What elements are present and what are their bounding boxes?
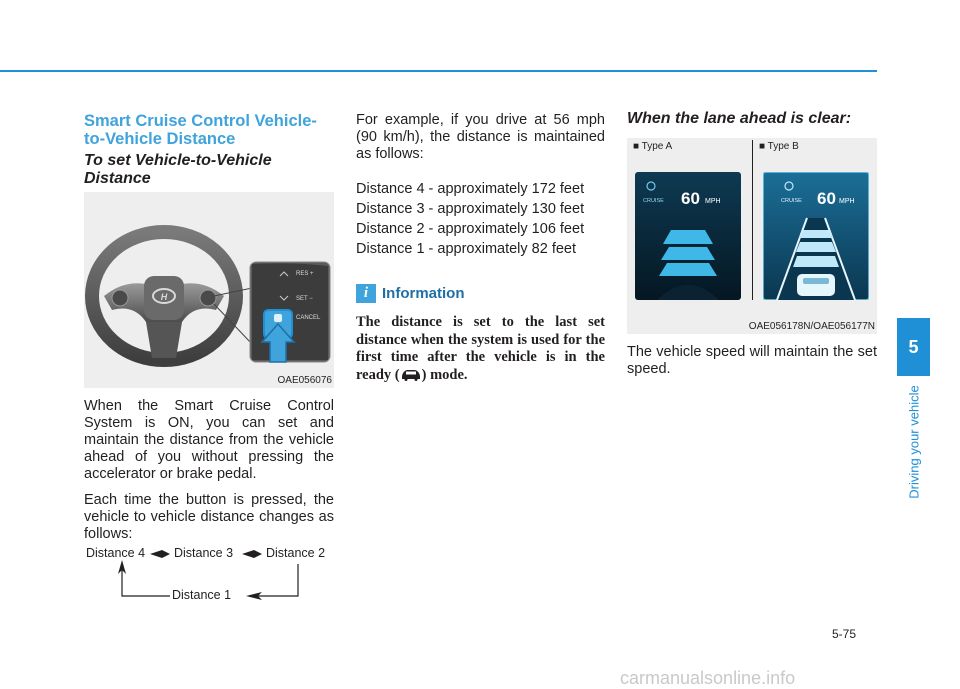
paragraph: The vehicle speed will maintain the set speed. [627, 344, 877, 377]
type-a-label: ■ Type A [633, 141, 673, 152]
mid-body [356, 112, 605, 267]
svg-text:60: 60 [681, 189, 700, 208]
paragraph: When the Smart Cruise Control System is ON, you can set and maintain the distance from the vehicle ahead of you without pressing the accelerator or brake pedal. [84, 398, 334, 482]
chapter-label: Driving your vehicle [906, 385, 922, 499]
section-subtitle: To set Vehicle-to-Vehicle Distance [84, 152, 272, 187]
seq-distance-3: Distance 3 [174, 546, 234, 560]
cluster-type-b [763, 172, 869, 300]
right-control-pad [200, 290, 216, 306]
info-text: ) mode. [421, 366, 468, 383]
left-control-pad [112, 290, 128, 306]
set-label: SET − [296, 296, 313, 302]
distance-line: Distance 3 - approximately 130 feet [356, 201, 585, 217]
distance-line: Distance 2 - approximately 106 feet [356, 221, 585, 237]
sequence-arrows [84, 540, 339, 610]
right-body [627, 344, 877, 387]
svg-text:MPH: MPH [839, 198, 855, 205]
footer-watermark: carmanualsonline.info [620, 668, 796, 688]
top-rule [0, 70, 877, 72]
steering-wheel-figure [84, 192, 334, 388]
svg-text:CRUISE: CRUISE [781, 198, 802, 204]
distance-line: Distance 4 - approximately 172 feet [356, 181, 585, 197]
info-title: Information [382, 285, 465, 302]
wheel-lower-spoke [146, 322, 182, 358]
seq-distance-1: Distance 1 [172, 588, 232, 602]
paragraph: Each time the button is pressed, the vehicle to vehicle distance changes as follows: [84, 492, 334, 542]
info-box [356, 314, 605, 384]
paragraph: For example, if you drive at 56 mph (90 km/h), the distance is maintained as follows: [356, 112, 605, 162]
info-text: The distance is set to the last set distance when the system is used for the first time after the vehicle is in the ready ( [356, 314, 605, 383]
chapter-tab: 5 [897, 318, 930, 376]
svg-text:CRUISE: CRUISE [643, 198, 664, 204]
svg-text:60: 60 [817, 189, 836, 208]
distance-line: Distance 1 - approximately 82 feet [356, 241, 577, 257]
figure-code: OAE056076 [277, 375, 332, 386]
cluster-figure [627, 138, 877, 334]
cluster-type-a [635, 172, 741, 300]
distance-sequence-diagram [84, 540, 339, 610]
seq-distance-4: Distance 4 [86, 546, 146, 560]
steering-wheel-illustration [84, 192, 334, 388]
cancel-label: CANCEL [296, 315, 321, 321]
figure-code: OAE056178N/OAE056177N [748, 321, 875, 332]
right-heading: When the lane ahead is clear: [627, 110, 852, 127]
type-b-label: ■ Type B [759, 141, 799, 152]
car-icon [400, 368, 422, 381]
res-label: RES + [296, 271, 314, 277]
info-icon: i [356, 284, 376, 303]
seq-distance-2: Distance 2 [266, 546, 326, 560]
svg-text:MPH: MPH [705, 198, 721, 205]
section-title: Smart Cruise Control Vehicle-to-Vehicle Distance [84, 112, 317, 148]
page-number: 5-75 [832, 627, 857, 641]
svg-text:H: H [160, 292, 168, 302]
type-divider [752, 140, 753, 300]
car-rear [797, 274, 835, 296]
left-body [84, 398, 334, 552]
